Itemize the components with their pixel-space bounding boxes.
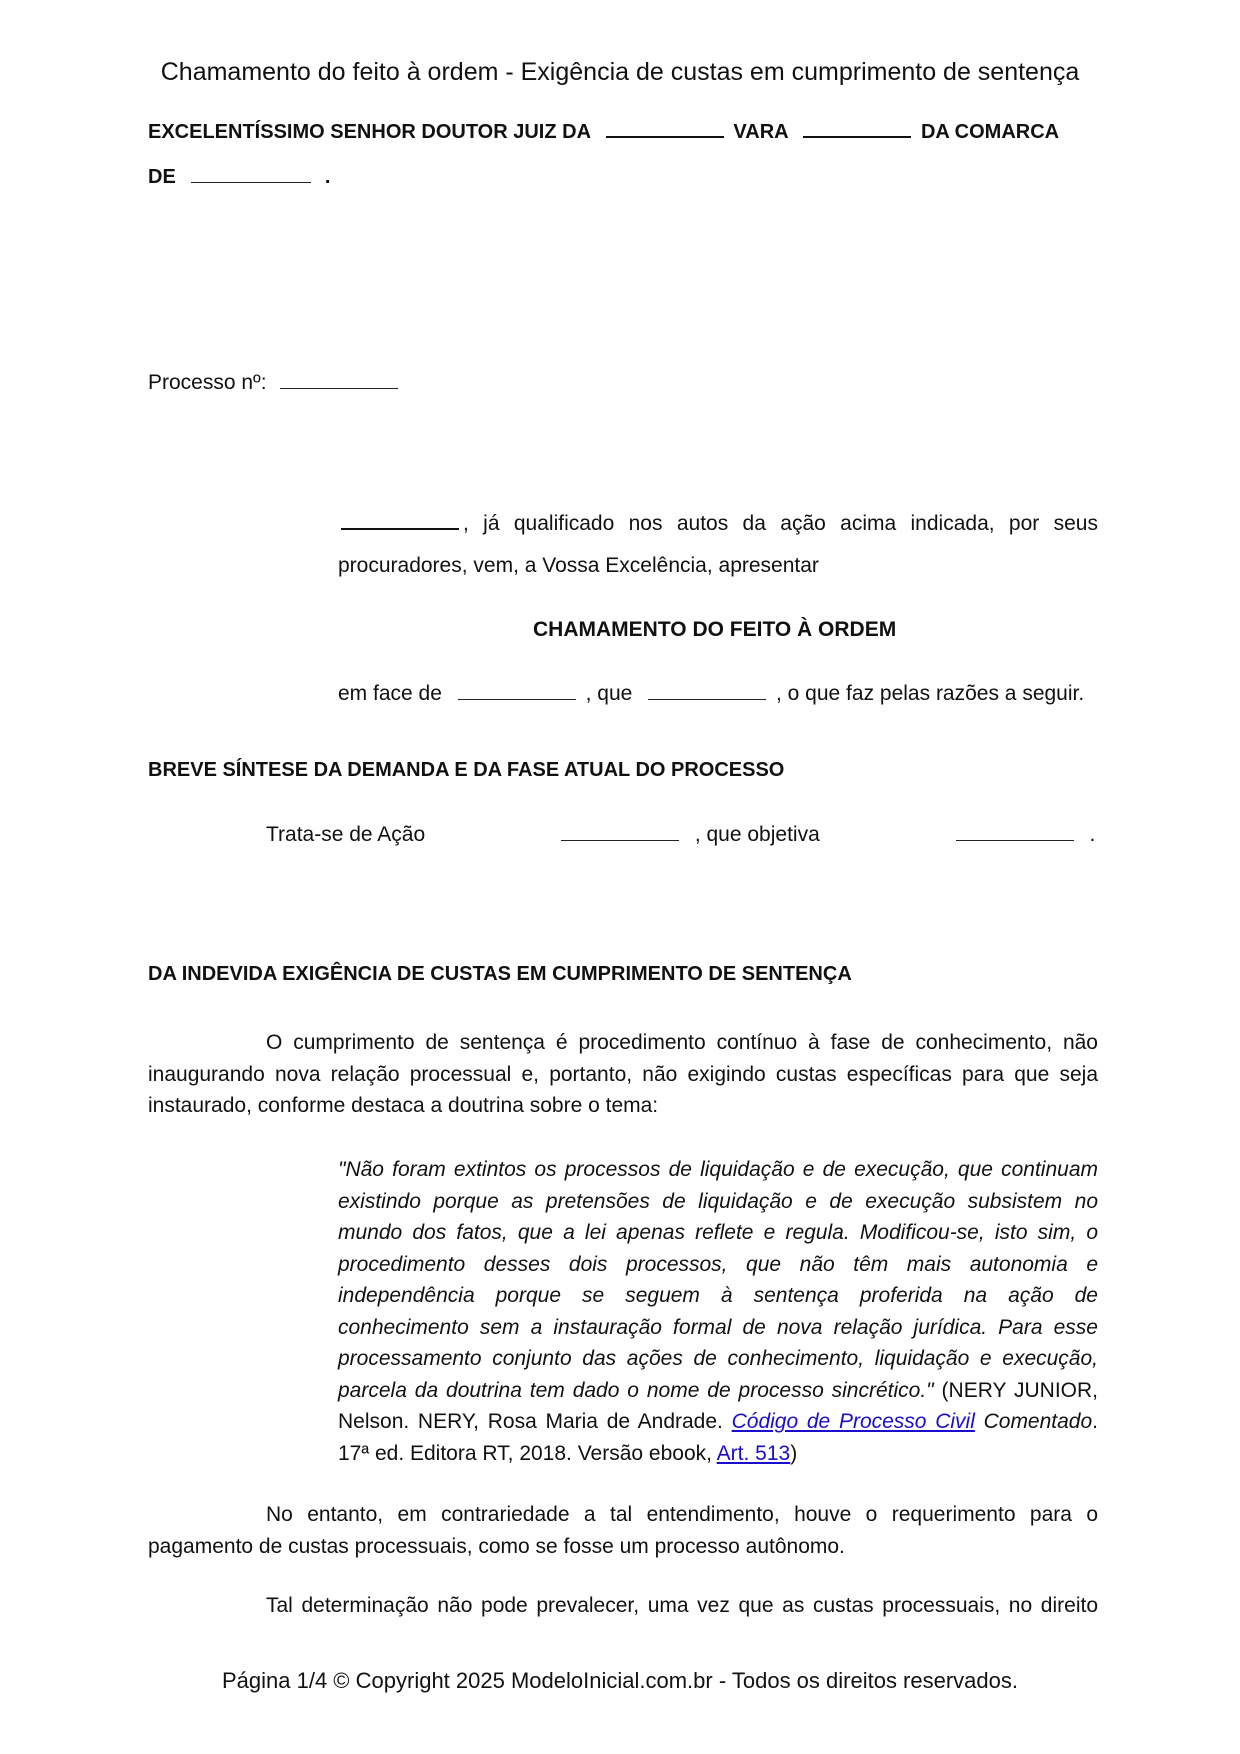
summary-objective-label: , que objetiva xyxy=(694,823,820,846)
intro-line1 xyxy=(338,512,1098,536)
address-period: . xyxy=(324,166,331,188)
blank-process-number[interactable] xyxy=(280,374,398,389)
blank-action-type[interactable] xyxy=(561,826,679,841)
blank-party-name[interactable] xyxy=(341,514,459,530)
citation-close: ) xyxy=(790,1441,798,1465)
blank-vara-type[interactable] xyxy=(803,122,911,138)
blank-comarca[interactable] xyxy=(191,168,311,183)
page-footer: Página 1/4 © Copyright 2025 ModeloInicial.com.br - Todos os direitos reservados. xyxy=(222,1668,1018,1693)
process-number-line xyxy=(148,371,398,395)
blank-defendant-action[interactable] xyxy=(648,685,766,700)
address-salutation: EXCELENTÍSSIMO SENHOR DOUTOR JUIZ DA xyxy=(148,121,591,143)
running-header: Chamamento do feito à ordem - Exigência de custas em cumprimento de sentença xyxy=(160,58,1080,86)
blank-defendant[interactable] xyxy=(458,685,576,700)
blank-vara-number[interactable] xyxy=(606,122,724,138)
citation-authors: (NERY JUNIOR, Nelson. NERY, Rosa Maria de Andrade. xyxy=(338,1378,1099,1433)
intro-paragraph xyxy=(338,512,1098,578)
intro-text-line2: procuradores, vem, a Vossa Excelência, apresentar xyxy=(338,554,819,577)
doctrine-intro-paragraph: O cumprimento de sentença é procedimento contínuo à fase de conhecimento, não inaugurando nova relação processual e, portanto, não exigindo custas específicas para que seja instaurado, conforme destaca a doutrina sobre o tema: xyxy=(148,1031,1098,1117)
determination-paragraph: Tal determinação não pode prevalecer, uma vez que as custas processuais, no direito xyxy=(266,1594,1098,1617)
citation-comentado: Comentado xyxy=(974,1410,1093,1433)
against-line xyxy=(338,682,1084,706)
section-heading-undue-costs: DA INDEVIDA EXIGÊNCIA DE CUSTAS EM CUMPRIMENTO DE SENTENÇA xyxy=(148,963,852,985)
blank-action-objective[interactable] xyxy=(956,826,1074,841)
section-heading-summary: BREVE SÍNTESE DA DEMANDA E DA FASE ATUAL DO PROCESSO xyxy=(148,759,785,781)
citation-edition: . 17ª ed. Editora RT, 2018. Versão ebook, xyxy=(338,1410,1099,1465)
address-de-label: DE xyxy=(148,166,176,188)
summary-period: . xyxy=(1089,823,1096,846)
summary-line xyxy=(266,823,1095,847)
link-art-513[interactable]: Art. 513 xyxy=(716,1441,791,1465)
doctrine-quote-text: "Não foram extintos os processos de liquidação e de execução, que continuam existindo porque as pretensões de liquidação e de execução subsistem no mundo dos fatos, que a lei apenas reflete e regula. Modificou-se, isto sim, o procedimento desses dois processos, que não têm mais autonomia e independência porque se seguem à sentença proferida na ação de conhecimento sem a instauração formal de nova relação jurídica. Para esse processamento conjunto das ações de conhecimento, liquidação e execução, parcela da doutrina tem dado o nome de processo sincrético." xyxy=(338,1158,1098,1402)
link-codigo-processo-civil[interactable]: Código de Processo Civil xyxy=(731,1410,975,1433)
summary-action-label: Trata-se de Ação xyxy=(266,823,426,846)
doctrine-quote-block xyxy=(338,1154,1098,1469)
address-comarca-label: DA COMARCA xyxy=(920,121,1060,143)
intro-text-line1: , já qualificado nos autos da ação acima indicada, por seus xyxy=(463,512,1098,535)
against-closing-text: , o que faz pelas razões a seguir. xyxy=(776,682,1085,705)
against-que-label: , que xyxy=(585,682,633,705)
costs-request-paragraph: No entanto, em contrariedade a tal entendimento, houve o requerimento para o pagamento de custas processuais, como se fosse um processo autônomo. xyxy=(148,1503,1098,1558)
process-number-label: Processo nº: xyxy=(148,371,267,394)
petition-title: CHAMAMENTO DO FEITO À ORDEM xyxy=(533,618,897,641)
court-address-line1 xyxy=(148,121,1059,144)
address-vara-label: VARA xyxy=(733,121,788,143)
court-address-line2 xyxy=(148,166,330,189)
against-label: em face de xyxy=(338,682,442,705)
